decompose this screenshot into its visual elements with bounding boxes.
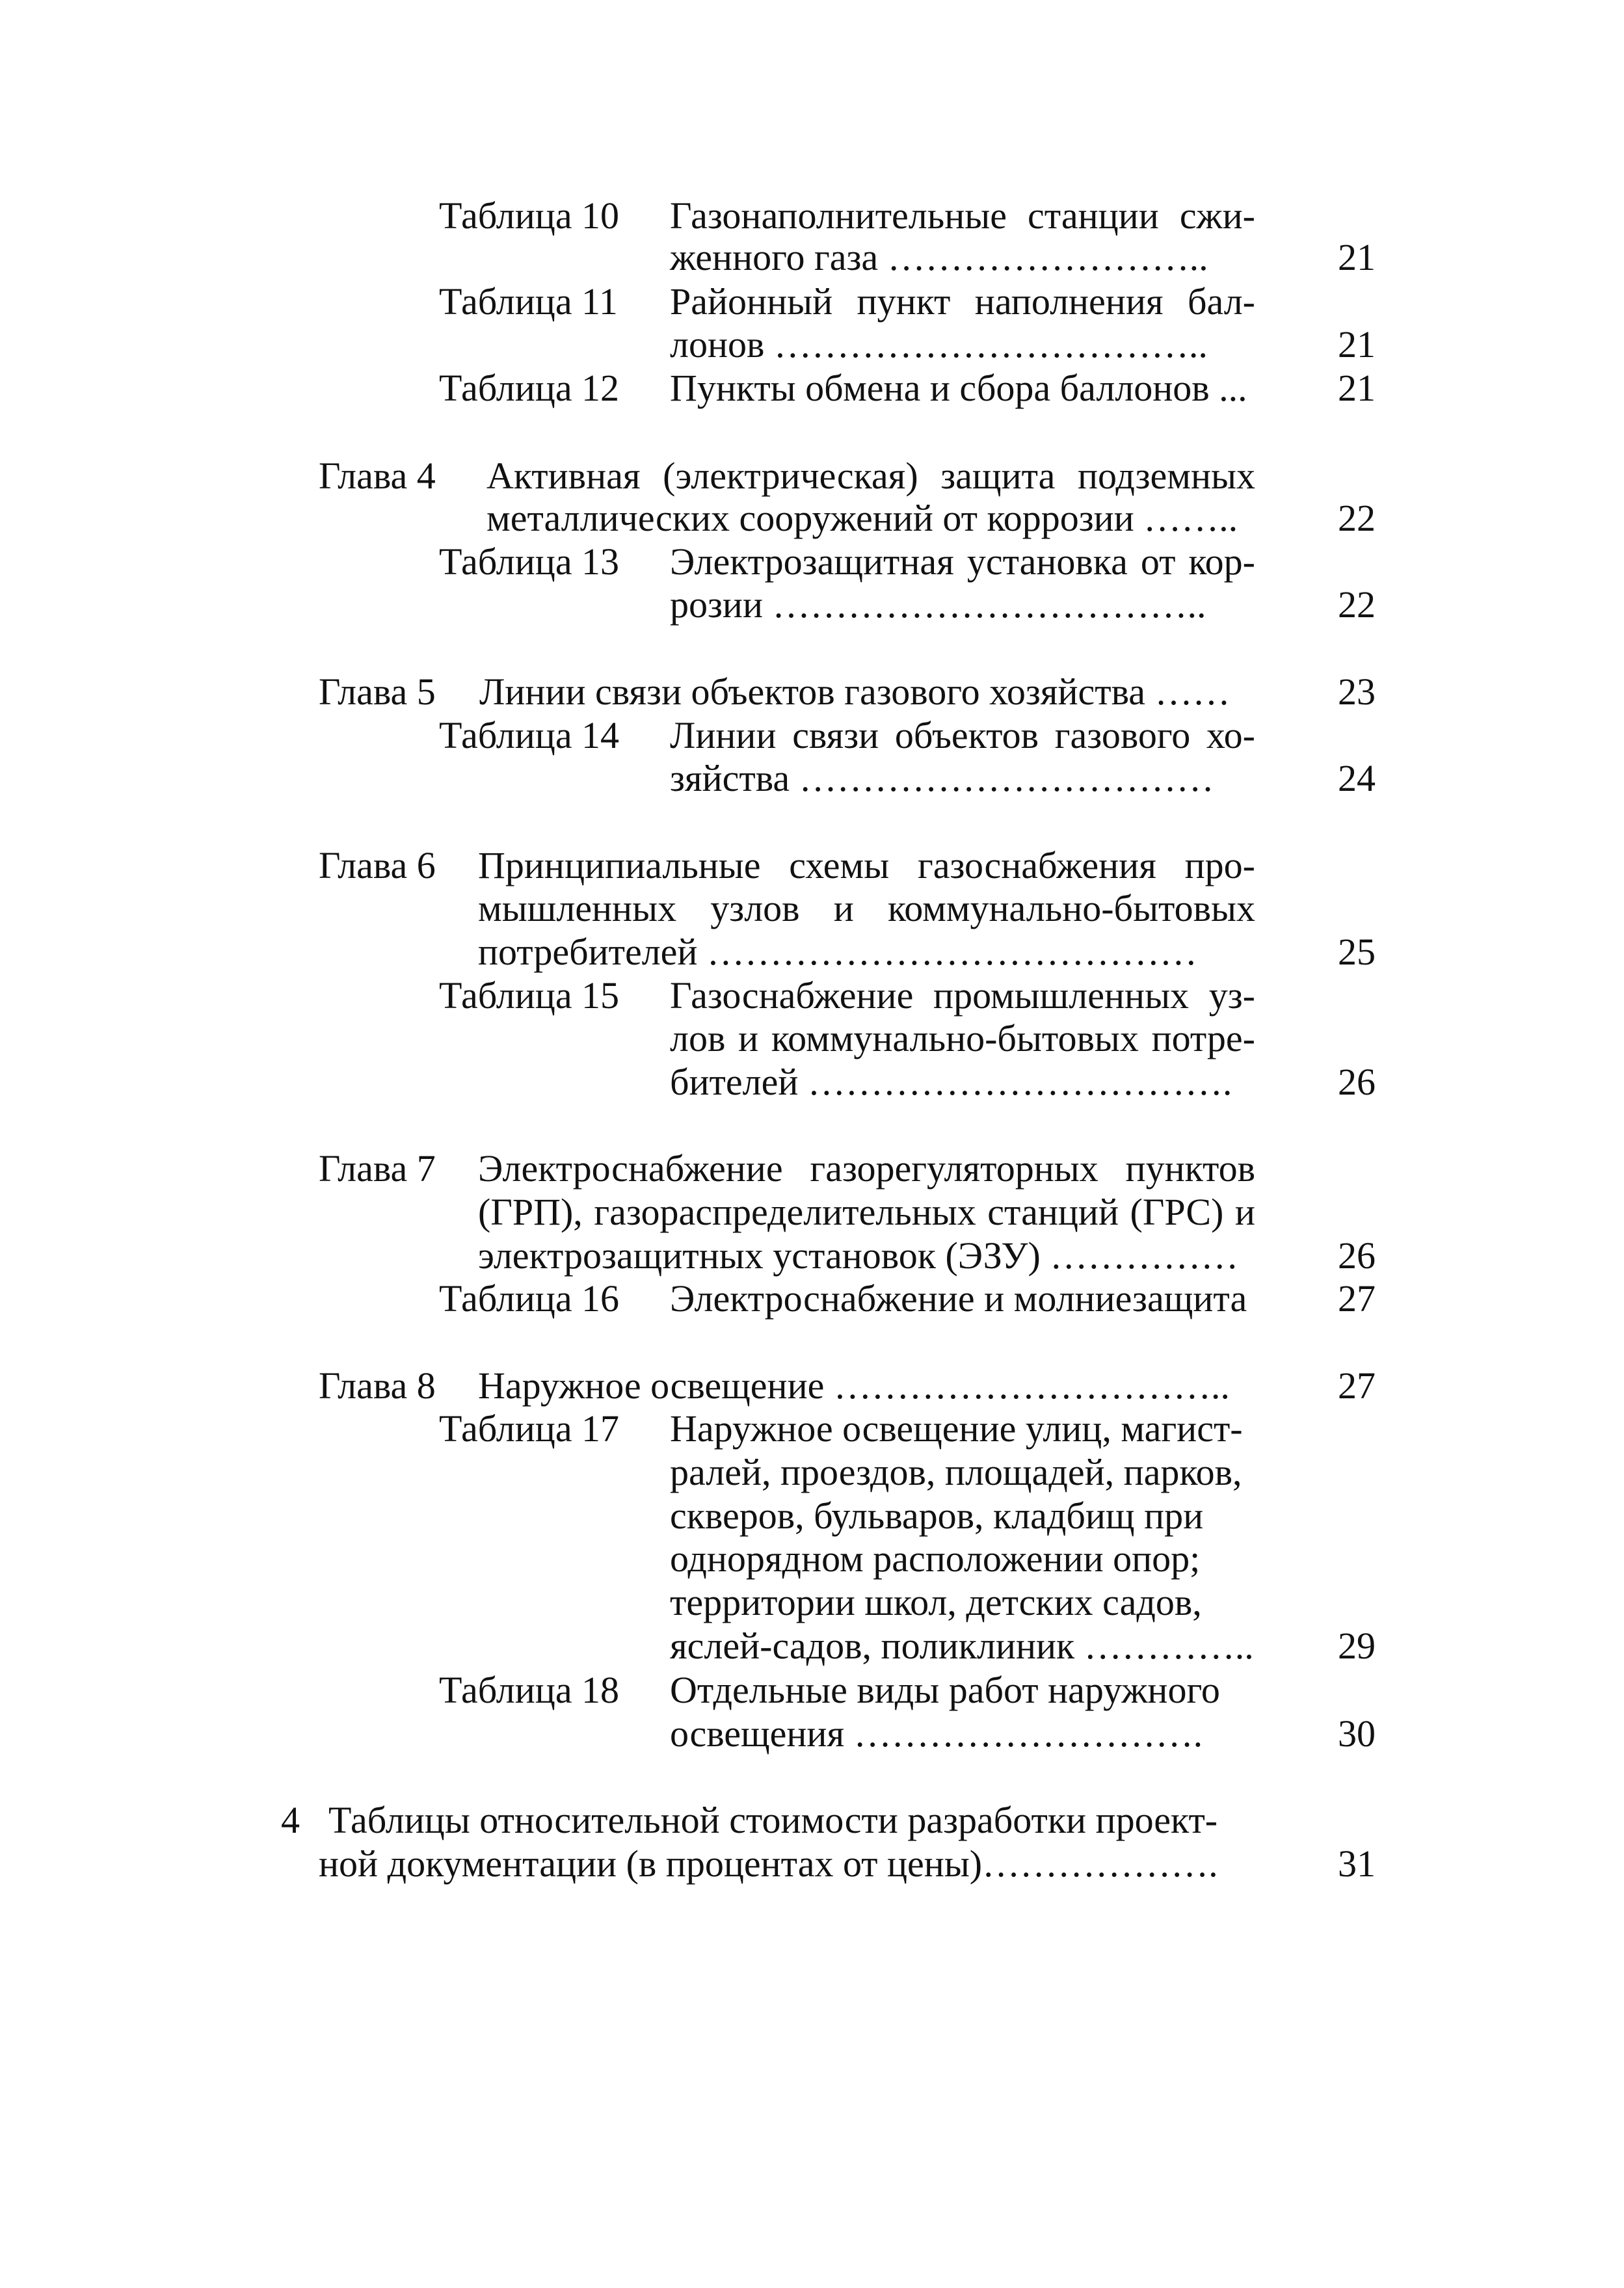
word: Газонаполнительные [670, 194, 1007, 237]
toc-section-4-title-line1: Таблицы относительной стоимости разработки проект- [328, 1799, 1218, 1841]
toc-table-15-label: Таблица 15 [439, 974, 620, 1017]
word: Газоснабжение [670, 974, 914, 1017]
word: узлов [710, 887, 800, 929]
toc-chapter-7-page: 26 [1338, 1234, 1376, 1277]
toc-chapter-8-page: 27 [1338, 1364, 1376, 1407]
toc-table-18-title-line1: Отдельные виды работ наружного [670, 1669, 1220, 1711]
toc-table-10-label: Таблица 10 [439, 194, 620, 237]
toc-chapter-5-title: Линии связи объектов газового хозяйства …… [479, 671, 1231, 713]
word: станций [987, 1191, 1119, 1233]
toc-table-18-label: Таблица 18 [439, 1669, 620, 1711]
word: связи [792, 714, 879, 756]
toc-chapter-4-title-line1 [486, 457, 1255, 495]
word: пункт [857, 280, 951, 323]
word: схемы [789, 844, 890, 886]
word: установка [966, 540, 1128, 583]
word: и [1234, 1191, 1255, 1233]
toc-table-13-label: Таблица 13 [439, 540, 620, 583]
toc-section-4-title-line2: ной документации (в процентах от цены)………………. [319, 1842, 1218, 1885]
word: Линии [670, 714, 777, 756]
word: газораспределительных [594, 1191, 976, 1233]
word: хо- [1206, 714, 1255, 756]
word: Электрозащитная [670, 540, 954, 583]
toc-table-17-title-line2: ралей, проездов, площадей, парков, [670, 1451, 1242, 1493]
word: промышленных [933, 974, 1190, 1017]
toc-chapter-5-page: 23 [1338, 671, 1376, 713]
toc-table-17-page: 29 [1338, 1625, 1376, 1667]
word: уз- [1208, 974, 1255, 1017]
toc-table-14-page: 24 [1338, 757, 1376, 799]
word: потре- [1151, 1017, 1255, 1059]
word: (ГРС) [1130, 1191, 1224, 1233]
word: от [1140, 540, 1176, 583]
toc-table-12-page: 21 [1338, 367, 1376, 409]
toc-table-12-label: Таблица 12 [439, 367, 620, 409]
toc-chapter-7-title-line2 [478, 1193, 1255, 1231]
toc-table-10-page: 21 [1338, 236, 1376, 278]
toc-table-18-title-line2: освещения ………………………. [670, 1712, 1203, 1755]
toc-table-16-page: 27 [1338, 1277, 1376, 1320]
toc-chapter-4-label: Глава 4 [319, 455, 436, 497]
toc-table-17-title-line3: скверов, бульваров, кладбищ при [670, 1495, 1204, 1537]
toc-table-17-title-line4: однорядном расположении опор; [670, 1537, 1201, 1580]
toc-table-11-label: Таблица 11 [439, 280, 618, 323]
word: сжи- [1179, 194, 1255, 237]
toc-table-15-title-line1 [670, 974, 1255, 1017]
word: (ГРП), [478, 1191, 583, 1233]
toc-table-13-title-line1 [670, 540, 1255, 583]
word: коммунально-бытовых [771, 1017, 1139, 1059]
word: Принципиальные [478, 844, 761, 886]
toc-chapter-4-page: 22 [1338, 497, 1376, 539]
word: пунктов [1125, 1147, 1255, 1190]
toc-table-10-title-line2: женного газа …………………….. [670, 236, 1208, 278]
toc-chapter-6-title-line3: потребителей ………………………………… [478, 931, 1197, 973]
toc-chapter-6-label: Глава 6 [319, 844, 436, 886]
toc-table-15-page: 26 [1338, 1061, 1376, 1103]
word: коммунально-бытовых [887, 887, 1255, 929]
toc-section-4-label: 4 [281, 1799, 300, 1841]
word: и [833, 887, 854, 929]
word: газорегуляторных [810, 1147, 1098, 1190]
toc-table-14-label: Таблица 14 [439, 714, 620, 756]
toc-chapter-8-label: Глава 8 [319, 1364, 436, 1407]
toc-table-17-title-line5: территории школ, детских садов, [670, 1581, 1202, 1623]
toc-table-17-title-line6: яслей-садов, поликлиник ………….. [670, 1625, 1254, 1667]
word: Районный [670, 280, 833, 323]
toc-table-15-title-line3: бителей ……………………………. [670, 1061, 1232, 1103]
word: наполнения [974, 280, 1164, 323]
word: подземных [1078, 455, 1255, 497]
toc-table-17-label: Таблица 17 [439, 1407, 620, 1450]
toc-chapter-7-label: Глава 7 [319, 1147, 436, 1190]
toc-table-18-page: 30 [1338, 1712, 1376, 1755]
word: защита [940, 455, 1056, 497]
word: бал- [1187, 280, 1255, 323]
toc-chapter-8-title: Наружное освещение ………………………….. [478, 1364, 1230, 1407]
word: газоснабжения [917, 844, 1156, 886]
word: Электроснабжение [478, 1147, 783, 1190]
toc-chapter-7-title-line3: электрозащитных установок (ЭЗУ) …………… [478, 1234, 1239, 1277]
word: мышленных [478, 887, 677, 929]
word: станции [1028, 194, 1159, 237]
toc-chapter-7-title-line1 [478, 1147, 1255, 1190]
toc-table-11-title-line1 [670, 280, 1255, 323]
toc-table-17-title-line1: Наружное освещение улиц, магист- [670, 1407, 1243, 1450]
toc-table-15-title-line2 [670, 1017, 1255, 1059]
toc-table-14-title-line2: зяйства …………………………… [670, 757, 1214, 799]
toc-table-13-page: 22 [1338, 583, 1376, 626]
toc-table-14-title-line1 [670, 714, 1255, 756]
word: про- [1184, 844, 1255, 886]
toc-chapter-4-title-line2: металлических сооружений от коррозии …….. [486, 497, 1238, 539]
toc-chapter-6-title-line1 [478, 844, 1255, 886]
word: (электрическая) [663, 455, 918, 497]
word: Активная [486, 455, 641, 497]
word: кор- [1188, 540, 1255, 583]
toc-table-16-title: Электроснабжение и молниезащита [670, 1277, 1247, 1320]
word: лов [670, 1017, 726, 1059]
toc-chapter-5-label: Глава 5 [319, 671, 436, 713]
toc-table-12-title: Пункты обмена и сбора баллонов ... [670, 367, 1247, 409]
toc-chapter-6-title-line2 [478, 887, 1255, 929]
toc-table-16-label: Таблица 16 [439, 1277, 620, 1320]
word: газового [1054, 714, 1191, 756]
word: и [738, 1017, 759, 1059]
word: объектов [894, 714, 1039, 756]
toc-table-10-title-line1 [670, 194, 1255, 237]
toc-table-13-title-line2: розии …………………………….. [670, 583, 1206, 626]
toc-table-11-page: 21 [1338, 323, 1376, 366]
toc-section-4-page: 31 [1338, 1842, 1376, 1885]
toc-chapter-6-page: 25 [1338, 931, 1376, 973]
toc-table-11-title-line2: лонов …………………………….. [670, 323, 1208, 366]
